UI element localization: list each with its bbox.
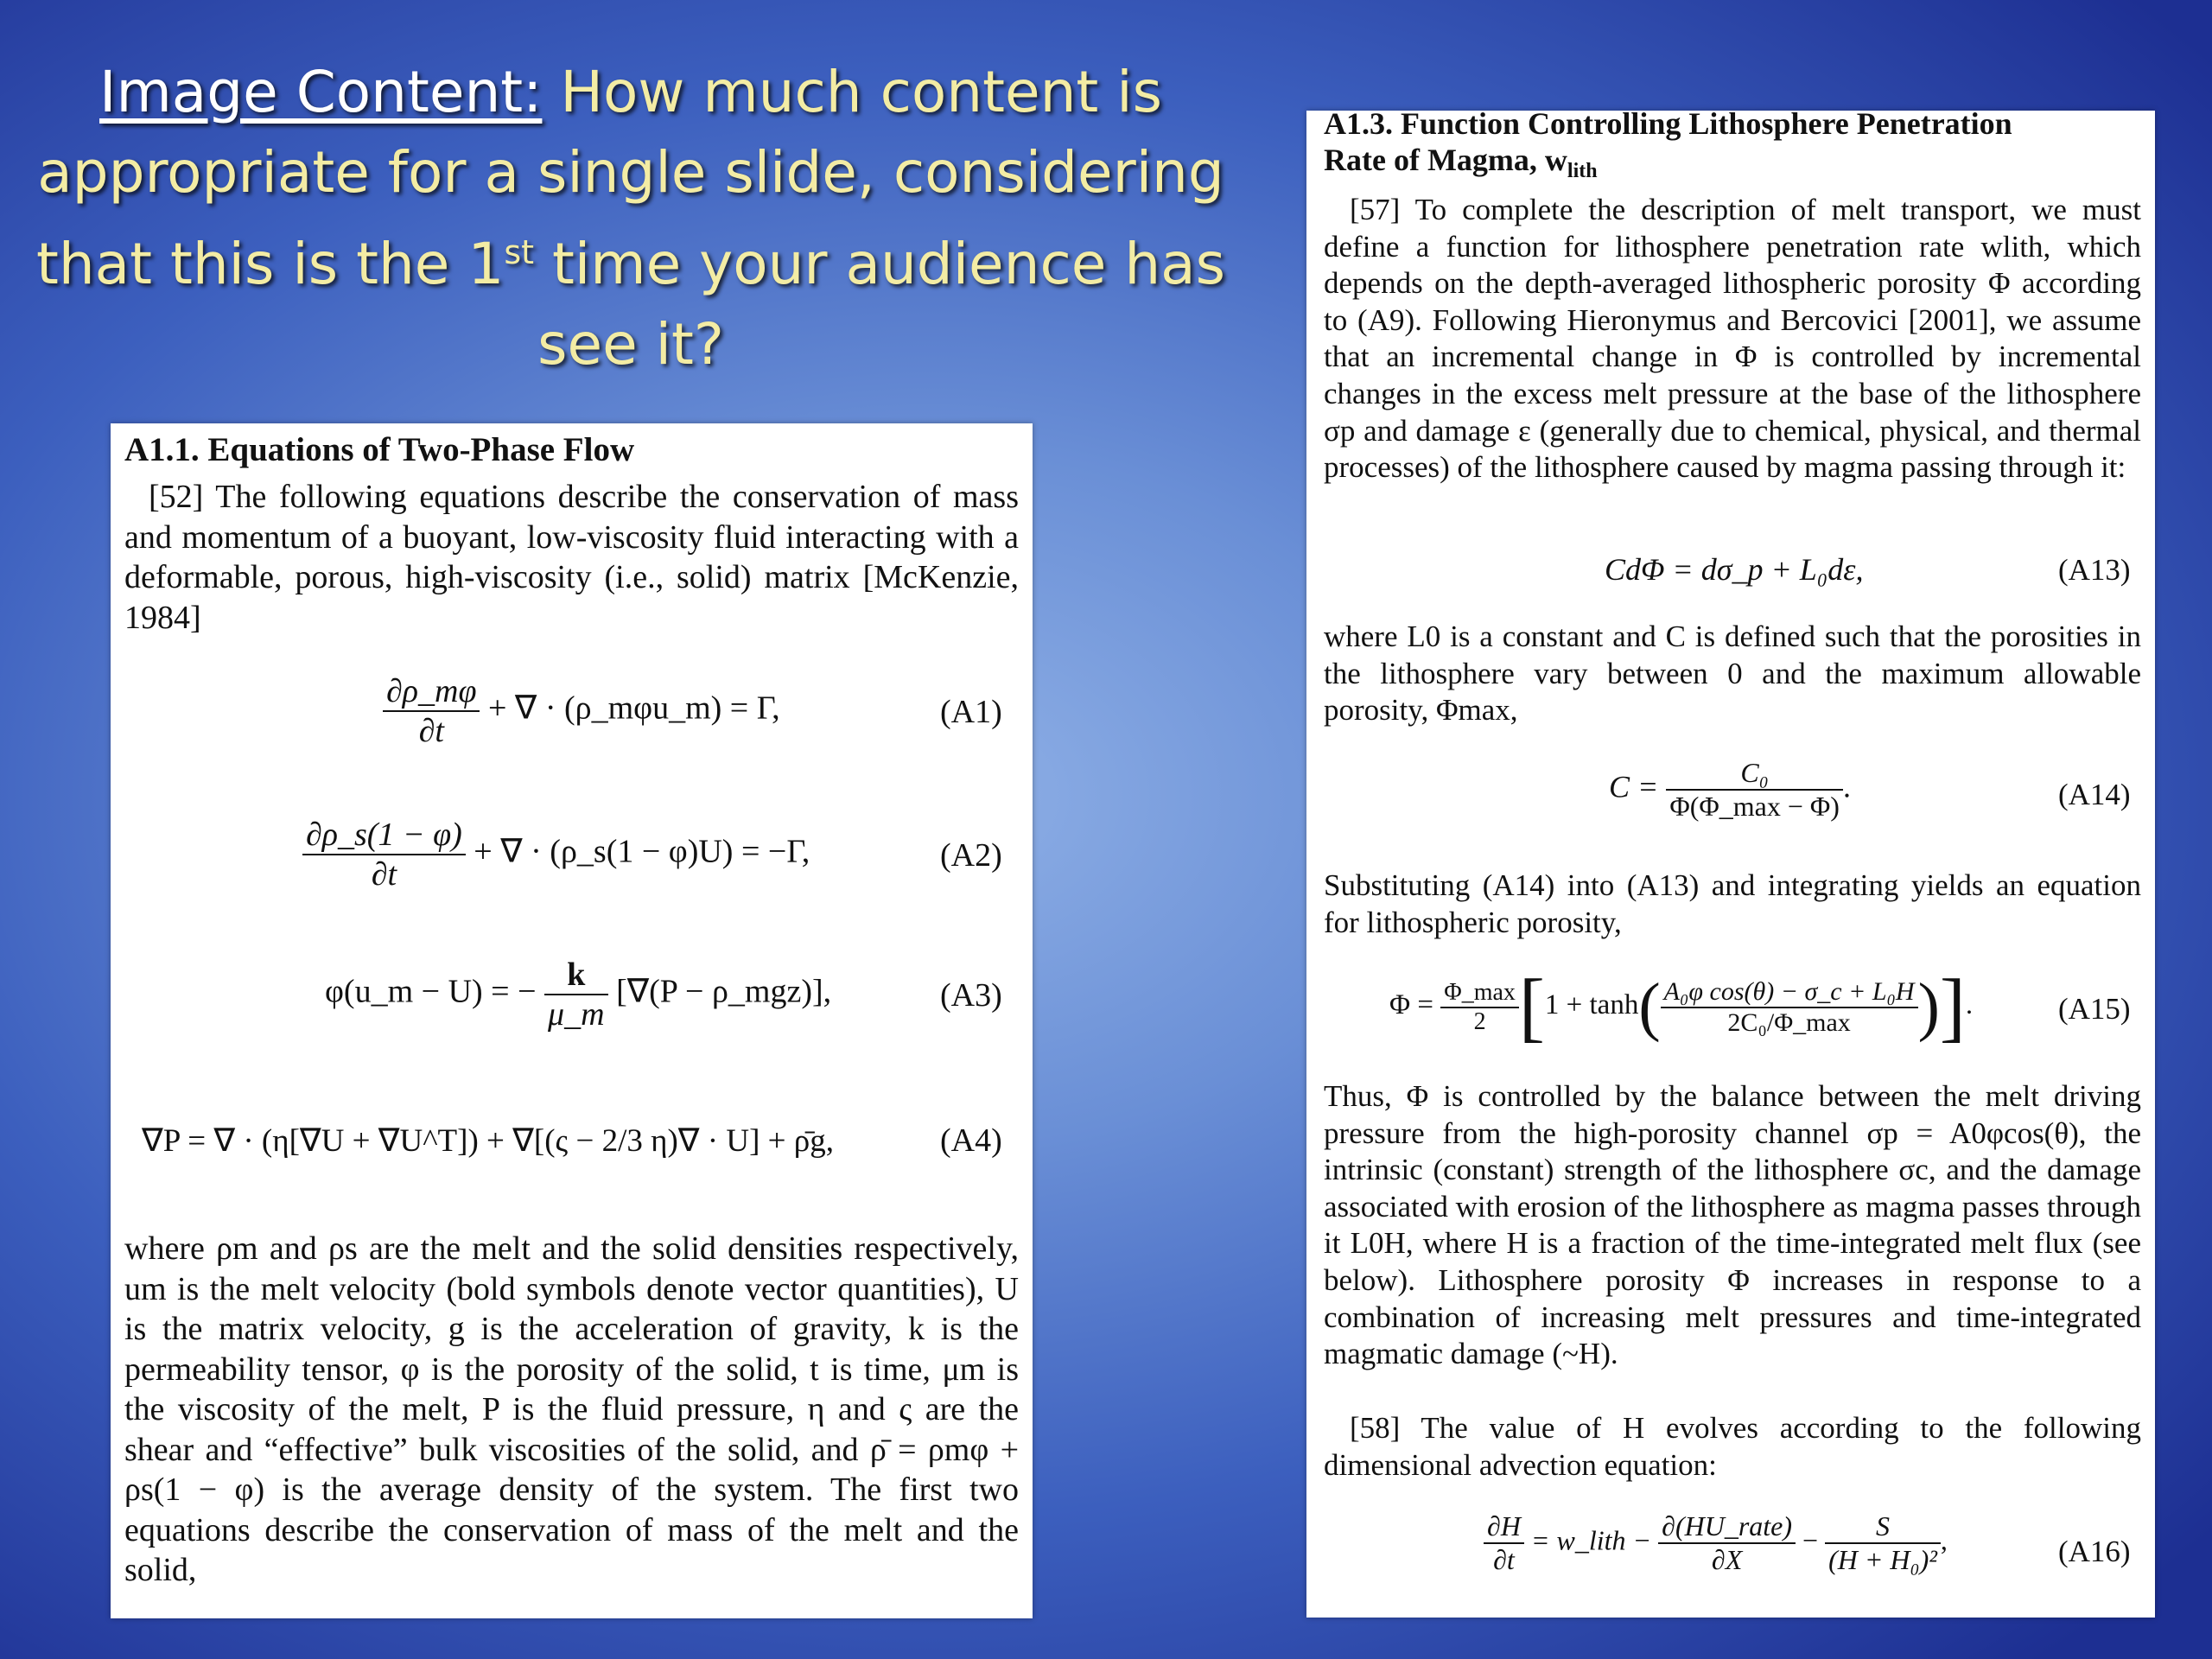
equation-a15-label: (A15)	[2058, 992, 2131, 1026]
equation-a15-lhs-numerator: Φ_max	[1440, 979, 1519, 1008]
title-superscript: st	[504, 233, 535, 271]
equation-a14-lhs: C =	[1609, 769, 1659, 804]
equation-a1-denominator: ∂t	[418, 713, 444, 749]
equation-a3-rest: [∇(P − ρ_mgz)],	[616, 973, 832, 1010]
equation-a3-numerator: k	[544, 956, 608, 995]
equation-a16-fraction1	[1484, 1510, 1524, 1576]
equation-a15-numerator: A₀φ cos(θ) − σ_c + L₀H	[1661, 977, 1918, 1008]
equation-a16-label: (A16)	[2058, 1535, 2131, 1568]
equation-a1-label: (A1)	[940, 694, 1002, 730]
heading-subscript: lith	[1567, 160, 1598, 183]
equation-a2	[302, 816, 810, 893]
paragraph-58: [58] The value of H evolves according to the following dimensional advection equation:	[1324, 1411, 2141, 1482]
paragraph-57: [57] To complete the description of melt transport, we must define a function for lithosphere penetration rate wlith, which depends on the depth-averaged lithospheric porosity Φ according to (A9). Following Hieronymus and Bercovici [2001], we assume that an incremental change in Φ is controlled by incremental changes in the excess melt pressure at the base of the lithosphere σp and damage ε (generally due to chemical, physical, and thermal processes) of the lithosphere caused by magma passing through it:	[1324, 193, 2141, 485]
title-question-part1: How much content is appropriate for a single slide, considering that this is the 1	[35, 59, 1224, 297]
left-document-excerpt	[111, 423, 1033, 1618]
equation-a16-minus: −	[1802, 1524, 1819, 1556]
equation-a3	[325, 956, 831, 1033]
equation-a16-num3: S	[1825, 1510, 1941, 1544]
equation-a1-numerator: ∂ρ_mφ	[383, 672, 480, 712]
equation-a15-lhs-denominator: 2	[1473, 1007, 1486, 1035]
equation-a3-fraction	[544, 956, 608, 1033]
equation-a2-rest: + ∇ · (ρ_s(1 − φ)U) = −Γ,	[474, 833, 810, 870]
paragraph-l0: where L0 is a constant and C is defined such that the porosities in the lithosphere vary between 0 and the maximum allowable porosity, Φmax,	[1324, 620, 2141, 728]
paragraph-thus: Thus, Φ is controlled by the balance between the melt driving pressure from the high-porosity channel σp = A0φcos(θ), the intrinsic (constant) strength of the lithosphere σc, and the damage associated with erosion of the lithosphere as magma passes through it L0H, where H is a fraction of the time-integrated melt flux (see below). Lithosphere porosity Φ increases in response to a combination of increasing melt pressures and time-integrated magmatic damage (~H).	[1324, 1079, 2141, 1371]
right-document-excerpt	[1306, 106, 2155, 1618]
equation-a2-label: (A2)	[940, 837, 1002, 874]
slide-title	[35, 52, 1227, 385]
equation-a4-label: (A4)	[940, 1122, 1002, 1159]
equation-a16-den2: ∂X	[1711, 1544, 1743, 1575]
equation-a15-fraction	[1661, 977, 1918, 1038]
equation-a2-denominator: ∂t	[371, 856, 397, 893]
equation-a14: C = $\frac{\text{C₀}}{\Phi(\Phi\_\max - \Phi)}$ .	[1609, 757, 1851, 822]
equation-a4: ∇P = ∇ · (η[∇U + ∇U^T]) + ∇[(ς − 2/3 η)∇ · U] + ρ̄g,	[142, 1123, 834, 1159]
equation-a15-lhs-fraction	[1440, 979, 1519, 1036]
intro-paragraph: [52] The following equations describe the conservation of mass and momentum of a buoyant, low-viscosity fluid interacting with a deformable, porous, high-viscosity (i.e., solid) matrix [McKenzie, 1984]	[124, 479, 1019, 636]
equation-a3-denominator: μ_m	[548, 996, 605, 1033]
equation-a1-fraction	[383, 672, 480, 750]
equation-a14-numerator: C₀	[1666, 757, 1843, 791]
equation-a16-num2: ∂(HU_rate)	[1658, 1510, 1796, 1544]
equation-a16-fraction3	[1825, 1510, 1941, 1576]
equation-a16-den3: (H + H₀)²	[1828, 1544, 1937, 1575]
equation-a2-fraction	[302, 816, 466, 893]
equation-a16: $\frac{\partial H}{\partial t}$ = w_lith − $\frac{\text{∂(HU\_rate)}}{\partial X}$ − $\frac{S}{\text{(H + H₀)²}}$ ,	[1484, 1510, 1948, 1576]
title-label: Image Content:	[99, 59, 543, 125]
title-question-part2: time your audience has see it?	[534, 231, 1226, 378]
equation-a1	[383, 672, 780, 750]
paragraph-substituting: Substituting (A14) into (A13) and integrating yields an equation for lithospheric porosity,	[1324, 868, 2141, 939]
equation-a15-denominator: 2C₀/Φ_max	[1727, 1007, 1851, 1037]
heading-line1: A1.3. Function Controlling Lithosphere Penetration	[1324, 106, 2012, 141]
equation-a16-den1: ∂t	[1493, 1544, 1515, 1575]
equation-a13: CdΦ = dσ_p + L₀dε,	[1605, 552, 1864, 587]
variables-paragraph: where ρm and ρs are the melt and the solid densities respectively, um is the melt velocity (bold symbols denote vector quantities), U is the matrix velocity, g is the acceleration of gravity, k is the permeability tensor, φ is the porosity of the solid, t is time, μm is the viscosity of the melt, P is the fluid pressure, η and ς are the shear and “effective” bulk viscosities of the solid, and ρ̄ = ρmφ + ρs(1 − φ) is the average density of the system. The first two equations describe the conservation of mass of the melt and the solid,	[124, 1230, 1019, 1588]
section-heading-a1-1: A1.1. Equations of Two-Phase Flow	[124, 431, 635, 468]
equation-a13-label: (A13)	[2058, 553, 2131, 587]
equation-a16-mid: = w_lith −	[1530, 1524, 1652, 1556]
equation-a1-rest: + ∇ · (ρ_mφu_m) = Γ,	[487, 690, 780, 727]
equation-a3-lhs: φ(u_m − U) = −	[325, 973, 537, 1010]
heading-line2: Rate of Magma, w	[1324, 143, 1567, 177]
equation-a16-num1: ∂H	[1484, 1510, 1524, 1544]
equation-a15: Φ = $\frac{\Phi\_\max}{2}$ [1 + tanh( $\frac{\text{A₀φ cos(θ) − σ\_c + L₀H}}{\text{2C₀/Φ\_max}}$ )].	[1389, 964, 1974, 1050]
equation-a14-fraction	[1666, 757, 1843, 823]
equation-a14-label: (A14)	[2058, 778, 2131, 811]
section-heading-a1-3	[1324, 105, 2012, 189]
equation-a16-fraction2	[1658, 1510, 1796, 1576]
equation-a14-denominator: Φ(Φ_max − Φ)	[1669, 791, 1840, 822]
equation-a15-inner: 1 + tanh	[1544, 989, 1639, 1021]
equation-a3-label: (A3)	[940, 977, 1002, 1014]
equation-a2-numerator: ∂ρ_s(1 − φ)	[302, 816, 466, 855]
